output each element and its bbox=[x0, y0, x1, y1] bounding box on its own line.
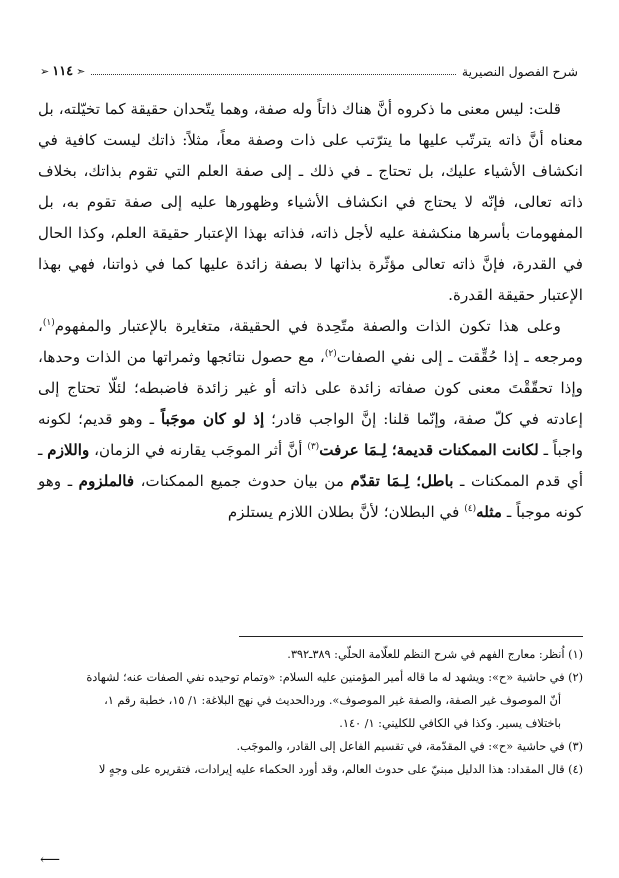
main-text bbox=[38, 94, 583, 528]
footnote-ref-3[interactable]: (٣) bbox=[307, 441, 320, 452]
footnote-separator bbox=[239, 636, 583, 637]
bold-matn: واللازم bbox=[47, 441, 90, 459]
footnote-ref-1[interactable]: (١) bbox=[42, 317, 55, 328]
text-span: ـ وهو قديم؛ لكونه واجباً ـ bbox=[38, 410, 584, 459]
bold-matn: مثله bbox=[476, 503, 503, 521]
bold-matn: باطل؛ لِـمَا تقدّم bbox=[350, 472, 454, 490]
paragraph-2 bbox=[38, 311, 583, 528]
bold-matn: لكانت الممكنات قديمة؛ لِـمَا عرفت bbox=[319, 441, 539, 459]
text-span: في البطلان؛ لأنَّ بطلان اللازم يستلزم bbox=[227, 503, 460, 521]
footnote-4: (٤) قال المقداد: هذا الدليل مبنيّ على حدوث العالم، وقد أورد الحكماء عليه إيرادات، فتقريره على وجهٍ لا bbox=[98, 763, 583, 776]
text-span: ، مع حصول نتائجها وثمراتها من الذات وحدها، وإذا تحقّقْتَ معنى كون صفاته زائدة على ذاته أو غير زائدة فاضبطه؛ لئلّا تحتاج إلى إعادته في كلّ صفة، وإنّما قلنا: إنَّ الواجب قادر؛ bbox=[38, 348, 584, 428]
continuation-arrow-icon: ⟵ bbox=[40, 852, 61, 868]
left-ornament-icon: ➢ bbox=[40, 64, 50, 78]
book-title: شرح الفصول النصيرية bbox=[461, 63, 578, 79]
footnote-2-line-2: أنّ الموصوف غير الصفة، والصفة غير الموصوف». وردالحديث في نهج البلاغة: ١/ ١٥، خطبة رقم ١، bbox=[104, 694, 561, 707]
footnote-3: (٣) في حاشية «ح»: في المقدّمة، في تقسيم الفاعل إلى القادر، والموجَب. bbox=[236, 740, 583, 753]
footnotes bbox=[38, 643, 583, 781]
footnote-ref-2[interactable]: (٢) bbox=[324, 348, 337, 359]
running-header bbox=[40, 58, 578, 84]
text-span: أنَّ أثر الموجَب يقارنه في الزمان، bbox=[94, 441, 303, 459]
text-span: من بيان حدوث جميع الممكنات، bbox=[140, 472, 344, 490]
footnote-1: (١) اُنظر: معارج الفهم في شرح النظم للعلّامة الحلّي: ٣٨٩ـ٣٩٢. bbox=[287, 648, 583, 661]
paragraph-1: قلت: ليس معنى ما ذكروه أنَّ هناك ذاتاً وله صفة، وهما يتّحدان حقيقة كما تخيّلته، بل معناه أنَّ ذاته يترتّب عليها ما يترّتب على ذات وصفة معاً، مثلاً: ذاتك ليست كافية في انكشاف الأشياء عليك، بل تحتاج ـ في ذلك ـ إلى صفة العلم التي تقوم بذاتك، بخلاف ذاته تعالى، فإنّه لا يحتاج في انكشاف الأشياء وظهورها عليه إلى صفة تقوم به، بل المفهومات بأسرها منكشفة عليه لأجل ذاته، فذاته بهذا الإعتبار حقيقة العلم، وكذا الحال في القدرة، فإنَّ ذاته تعالى مؤثّرة بذاتها لا بصفة زائدة عليها كما في ذواتنا، فهي بهذا الإعتبار حقيقة القدرة. bbox=[38, 100, 583, 304]
footnote-ref-4[interactable]: (٤) bbox=[464, 503, 477, 514]
bold-matn: فالملزوم bbox=[78, 472, 135, 490]
text-span: ، ومرجعه ـ إذا حُقِّقت ـ إلى نفي الصفات bbox=[38, 317, 584, 366]
header-dotted-leader bbox=[91, 74, 455, 75]
footnote-2-line-3: باختلاف يسير. وكذا في الكافي للكليني: ١/ ١٤٠. bbox=[339, 717, 561, 730]
page-number: ١١٤ bbox=[52, 63, 74, 79]
text-span: وعلى هذا تكون الذات والصفة متّحِدة في الحقيقة، متغايرة بالإعتبار والمفهوم bbox=[54, 317, 561, 335]
right-ornament-icon: ➣ bbox=[76, 64, 86, 78]
text-span: ـ وهو كونه موجباً ـ bbox=[38, 472, 583, 521]
text-span: ـ أي قدم الممكنات ـ bbox=[38, 441, 584, 490]
page-number-block bbox=[40, 64, 85, 79]
footnote-2: (٢) في حاشية «ح»: ويشهد له ما قاله أمير المؤمنين عليه السلام: «وتمام توحيده نفي الصفات عنه؛ لشهادة bbox=[86, 671, 583, 684]
bold-matn: إذ لو كان موجَباً bbox=[160, 410, 265, 428]
